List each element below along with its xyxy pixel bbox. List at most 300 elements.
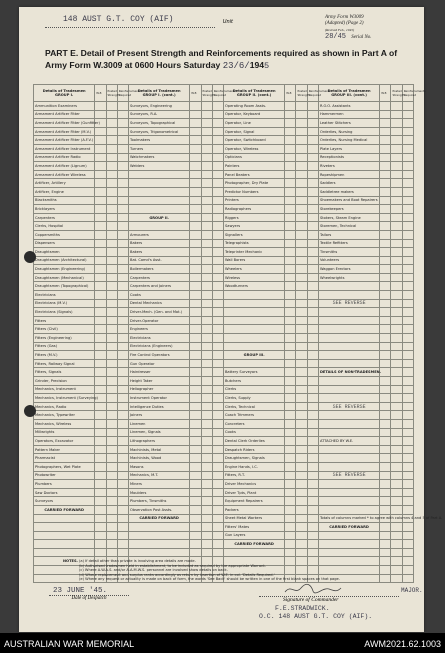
- count-cell: [117, 488, 128, 497]
- count-cell: [391, 144, 402, 153]
- trade-name-cell: Linemen, Signals: [128, 428, 189, 437]
- count-cell: [190, 127, 201, 136]
- count-cell: [285, 205, 296, 214]
- count-cell: [106, 505, 117, 514]
- count-cell: [212, 102, 223, 111]
- count-cell: [117, 144, 128, 153]
- count-cell: [391, 368, 402, 377]
- count-cell: [285, 196, 296, 205]
- trade-name-cell: Surveyors, Engineering: [128, 102, 189, 111]
- count-cell: [296, 222, 307, 231]
- count-cell: [380, 265, 391, 274]
- trade-name-cell: SEE REVERSE: [318, 299, 379, 308]
- trade-name-cell: [318, 291, 379, 300]
- signature-unit: O.C. 148 AUST G.T. COY (AIF).: [259, 613, 373, 620]
- count-cell: [296, 230, 307, 239]
- count-cell: [212, 419, 223, 428]
- count-cell: [106, 523, 117, 532]
- count-cell: [190, 187, 201, 196]
- count-cell: [201, 454, 212, 463]
- trade-name-cell: Wheelwrights: [318, 273, 379, 282]
- header-we: W.E.: [380, 85, 391, 102]
- trade-name-cell: Sawyers: [223, 222, 284, 231]
- count-cell: [307, 213, 318, 222]
- count-cell: [391, 213, 402, 222]
- trade-name-cell: Operator, Switchboard: [223, 136, 284, 145]
- count-cell: [380, 531, 391, 540]
- count-cell: [212, 454, 223, 463]
- form-sheet: [19, 7, 443, 632]
- trade-name-cell: Textile Refitters: [318, 239, 379, 248]
- count-cell: [296, 299, 307, 308]
- trade-name-cell: GROUP II.: [128, 213, 189, 222]
- count-cell: [391, 523, 402, 532]
- count-cell: [307, 488, 318, 497]
- count-cell: [117, 248, 128, 257]
- count-cell: [212, 462, 223, 471]
- count-cell: [106, 462, 117, 471]
- count-cell: [190, 230, 201, 239]
- count-cell: [190, 256, 201, 265]
- trade-name-cell: Saddletree makers: [318, 187, 379, 196]
- table-row: [34, 325, 414, 334]
- count-cell: [296, 411, 307, 420]
- count-cell: [285, 419, 296, 428]
- table-row: [34, 316, 414, 325]
- count-cell: [117, 187, 128, 196]
- count-cell: [391, 239, 402, 248]
- count-cell: [106, 265, 117, 274]
- trade-name-cell: [318, 505, 379, 514]
- count-cell: [296, 102, 307, 111]
- count-cell: [285, 162, 296, 171]
- count-cell: [95, 144, 106, 153]
- table-row: [34, 548, 414, 557]
- count-cell: [380, 162, 391, 171]
- count-cell: [307, 514, 318, 523]
- count-cell: [391, 419, 402, 428]
- table-row: [34, 222, 414, 231]
- count-cell: [212, 385, 223, 394]
- trade-name-cell: Observation Post Assts.: [128, 505, 189, 514]
- trade-name-cell: DETAILS OF NON-TRADESMEN.: [318, 368, 379, 377]
- count-cell: [307, 394, 318, 403]
- count-cell: [190, 299, 201, 308]
- trade-name-cell: Draughtsmen: [34, 248, 95, 257]
- header-reinf: Reinforcements Required: [212, 85, 223, 102]
- table-header-row: [34, 85, 414, 102]
- count-cell: [117, 273, 128, 282]
- count-cell: [307, 428, 318, 437]
- trade-name-cell: [318, 394, 379, 403]
- count-cell: [402, 419, 413, 428]
- trade-name-cell: Leather Stitchers: [318, 119, 379, 128]
- count-cell: [380, 411, 391, 420]
- count-cell: [380, 282, 391, 291]
- count-cell: [307, 359, 318, 368]
- trade-name-cell: Panel Beaters: [223, 170, 284, 179]
- count-cell: [296, 334, 307, 343]
- count-cell: [201, 213, 212, 222]
- header-group3: Details of Tradesmen GROUP II. (cont.): [223, 85, 284, 102]
- trade-name-cell: Driver Mechanics: [223, 480, 284, 489]
- count-cell: [190, 445, 201, 454]
- count-cell: [402, 454, 413, 463]
- count-cell: [201, 291, 212, 300]
- trade-name-cell: Cooks: [128, 291, 189, 300]
- trade-name-cell: [128, 531, 189, 540]
- count-cell: [106, 170, 117, 179]
- count-cell: [296, 205, 307, 214]
- count-cell: [402, 480, 413, 489]
- count-cell: [212, 265, 223, 274]
- trade-name-cell: Electricians: [128, 334, 189, 343]
- header-reinf: Reinforcements Required: [402, 85, 413, 102]
- count-cell: [201, 402, 212, 411]
- trade-name-cell: Butchers: [223, 377, 284, 386]
- count-cell: [307, 497, 318, 506]
- count-cell: [95, 179, 106, 188]
- count-cell: [380, 119, 391, 128]
- count-cell: [307, 299, 318, 308]
- count-cell: [106, 394, 117, 403]
- trade-name-cell: [128, 179, 189, 188]
- notes-title: NOTES.: [63, 559, 78, 563]
- count-cell: [296, 488, 307, 497]
- count-cell: [380, 385, 391, 394]
- count-cell: [106, 230, 117, 239]
- count-cell: [307, 342, 318, 351]
- count-cell: [380, 445, 391, 454]
- count-cell: [106, 282, 117, 291]
- count-cell: [95, 153, 106, 162]
- trade-name-cell: Equipment Repairers: [223, 497, 284, 506]
- count-cell: [212, 119, 223, 128]
- count-cell: [212, 205, 223, 214]
- trade-name-cell: Millwrights: [34, 428, 95, 437]
- count-cell: [95, 471, 106, 480]
- count-cell: [391, 359, 402, 368]
- count-cell: [106, 205, 117, 214]
- count-cell: [201, 119, 212, 128]
- count-cell: [402, 136, 413, 145]
- count-cell: [201, 308, 212, 317]
- trade-name-cell: Toolmakers: [128, 136, 189, 145]
- trade-name-cell: [318, 480, 379, 489]
- count-cell: [212, 222, 223, 231]
- count-cell: [380, 170, 391, 179]
- count-cell: [106, 377, 117, 386]
- trade-name-cell: Armament Artificer Instrument: [34, 144, 95, 153]
- count-cell: [95, 377, 106, 386]
- count-cell: [190, 514, 201, 523]
- count-cell: [201, 144, 212, 153]
- trade-name-cell: Electricians (M.V.): [34, 299, 95, 308]
- count-cell: [380, 505, 391, 514]
- count-cell: [106, 162, 117, 171]
- count-cell: [106, 222, 117, 231]
- trade-name-cell: Mechanics, Instrument: [34, 385, 95, 394]
- count-cell: [391, 265, 402, 274]
- count-cell: [190, 471, 201, 480]
- count-cell: [380, 273, 391, 282]
- table-row: [34, 377, 414, 386]
- table-row: [34, 394, 414, 403]
- count-cell: [380, 377, 391, 386]
- count-cell: [391, 222, 402, 231]
- count-cell: [285, 187, 296, 196]
- trade-name-cell: Woodturners: [223, 282, 284, 291]
- count-cell: [307, 385, 318, 394]
- count-cell: [95, 308, 106, 317]
- trade-name-cell: Operating Room Assts.: [223, 102, 284, 111]
- count-cell: [380, 179, 391, 188]
- signature-name: F.E.STRADWICK.: [275, 605, 330, 612]
- table-row: [34, 445, 414, 454]
- count-cell: [307, 136, 318, 145]
- table-row: [34, 497, 414, 506]
- count-cell: [201, 394, 212, 403]
- trade-name-cell: [223, 548, 284, 557]
- title-text: Detail of Present Strength and Reinforcements required as shown in Part A of Army Form W.3009 at 0600 Hours Saturday: [45, 48, 398, 70]
- count-cell: [296, 445, 307, 454]
- count-cell: [117, 308, 128, 317]
- count-cell: [296, 325, 307, 334]
- count-cell: [402, 265, 413, 274]
- trade-name-cell: Carpenters: [128, 273, 189, 282]
- trade-name-cell: [128, 523, 189, 532]
- count-cell: [307, 256, 318, 265]
- trade-name-cell: Clerks, Supply: [223, 394, 284, 403]
- count-cell: [106, 119, 117, 128]
- trade-name-cell: Draughtsmen (Architectural): [34, 256, 95, 265]
- count-cell: [391, 282, 402, 291]
- count-cell: [190, 342, 201, 351]
- count-cell: [391, 488, 402, 497]
- trade-name-cell: Opticians: [223, 153, 284, 162]
- count-cell: [402, 153, 413, 162]
- count-cell: [296, 213, 307, 222]
- count-cell: [402, 540, 413, 549]
- count-cell: [307, 402, 318, 411]
- count-cell: [201, 136, 212, 145]
- table-row: [34, 256, 414, 265]
- trade-name-cell: Cooks: [223, 428, 284, 437]
- count-cell: [402, 334, 413, 343]
- count-cell: [307, 119, 318, 128]
- table-row: [34, 196, 414, 205]
- count-cell: [402, 291, 413, 300]
- trade-name-cell: Photographer, Dry Plate: [223, 179, 284, 188]
- count-cell: [117, 342, 128, 351]
- trade-name-cell: Armourers: [128, 230, 189, 239]
- table-row: [34, 282, 414, 291]
- count-cell: [117, 179, 128, 188]
- count-cell: [212, 342, 223, 351]
- table-row: [34, 144, 414, 153]
- count-cell: [95, 419, 106, 428]
- count-cell: [307, 230, 318, 239]
- trade-name-cell: Dental Clerk Orderlies: [223, 437, 284, 446]
- count-cell: [380, 316, 391, 325]
- count-cell: [106, 531, 117, 540]
- table-row: [34, 170, 414, 179]
- count-cell: [380, 394, 391, 403]
- count-cell: [402, 119, 413, 128]
- count-cell: [285, 110, 296, 119]
- table-row: [34, 462, 414, 471]
- table-row: [34, 419, 414, 428]
- count-cell: [402, 505, 413, 514]
- count-cell: [190, 239, 201, 248]
- count-cell: [106, 437, 117, 446]
- trade-name-cell: Armament Artificer Fitter (M.V.): [34, 127, 95, 136]
- count-cell: [201, 205, 212, 214]
- table-row: [34, 127, 414, 136]
- count-cell: [106, 540, 117, 549]
- count-cell: [391, 471, 402, 480]
- trade-name-cell: [223, 308, 284, 317]
- trade-name-cell: Engineers: [128, 325, 189, 334]
- trade-name-cell: [318, 462, 379, 471]
- trade-name-cell: Receptionists: [318, 153, 379, 162]
- trade-name-cell: Electricians: [34, 291, 95, 300]
- count-cell: [117, 299, 128, 308]
- count-cell: [212, 179, 223, 188]
- count-cell: [95, 445, 106, 454]
- count-cell: [117, 265, 128, 274]
- count-cell: [117, 411, 128, 420]
- count-cell: [391, 334, 402, 343]
- trade-name-cell: GROUP III.: [223, 351, 284, 360]
- count-cell: [391, 351, 402, 360]
- count-cell: [106, 196, 117, 205]
- count-cell: [201, 419, 212, 428]
- count-cell: [402, 256, 413, 265]
- count-cell: [380, 428, 391, 437]
- count-cell: [391, 110, 402, 119]
- trade-name-cell: Fitters, Railway Signal: [34, 359, 95, 368]
- count-cell: [201, 102, 212, 111]
- trade-name-cell: [318, 334, 379, 343]
- notes-block: [63, 559, 413, 582]
- trade-name-cell: Joiners: [128, 411, 189, 420]
- trade-name-cell: [318, 445, 379, 454]
- table-row: [34, 454, 414, 463]
- count-cell: [190, 162, 201, 171]
- count-cell: [391, 505, 402, 514]
- count-cell: [402, 110, 413, 119]
- trade-name-cell: Dispensers: [34, 239, 95, 248]
- trade-name-cell: [318, 359, 379, 368]
- count-cell: [402, 127, 413, 136]
- trade-name-cell: Packers: [223, 505, 284, 514]
- count-cell: [117, 471, 128, 480]
- trade-name-cell: Dental Mechanics: [128, 299, 189, 308]
- count-cell: [307, 222, 318, 231]
- count-cell: [380, 419, 391, 428]
- count-cell: [402, 299, 413, 308]
- count-cell: [212, 351, 223, 360]
- table-row: [34, 291, 414, 300]
- table-row: [34, 299, 414, 308]
- count-cell: [285, 411, 296, 420]
- count-cell: [106, 153, 117, 162]
- count-cell: [285, 291, 296, 300]
- count-cell: [296, 136, 307, 145]
- trade-name-cell: Predictor Numbers: [223, 187, 284, 196]
- count-cell: [391, 299, 402, 308]
- count-cell: [190, 454, 201, 463]
- count-cell: [307, 523, 318, 532]
- count-cell: [212, 394, 223, 403]
- trade-name-cell: [318, 377, 379, 386]
- trade-name-cell: [128, 222, 189, 231]
- count-cell: [95, 248, 106, 257]
- count-cell: [285, 359, 296, 368]
- count-cell: [201, 153, 212, 162]
- count-cell: [391, 428, 402, 437]
- count-cell: [212, 505, 223, 514]
- count-cell: [402, 488, 413, 497]
- count-cell: [307, 179, 318, 188]
- trade-name-cell: [318, 548, 379, 557]
- count-cell: [117, 282, 128, 291]
- count-cell: [201, 299, 212, 308]
- trade-name-cell: [318, 419, 379, 428]
- count-cell: [380, 308, 391, 317]
- trade-name-cell: CARRIED FORWARD: [34, 505, 95, 514]
- trade-name-cell: Storemen, Technical: [318, 222, 379, 231]
- trade-name-cell: Mechanics, Wireless: [34, 419, 95, 428]
- count-cell: [201, 480, 212, 489]
- trade-name-cell: Armament Artificer Fitter (A.F.V.): [34, 136, 95, 145]
- count-cell: [212, 377, 223, 386]
- count-cell: [95, 325, 106, 334]
- count-cell: [106, 488, 117, 497]
- table-row: [34, 488, 414, 497]
- count-cell: [190, 548, 201, 557]
- count-cell: [391, 273, 402, 282]
- count-cell: [190, 351, 201, 360]
- count-cell: [117, 454, 128, 463]
- count-cell: [95, 437, 106, 446]
- header-posted: Posted Strength: [106, 85, 117, 102]
- count-cell: [190, 222, 201, 231]
- count-cell: [296, 119, 307, 128]
- trade-name-cell: [223, 291, 284, 300]
- count-cell: [285, 437, 296, 446]
- count-cell: [380, 230, 391, 239]
- table-row: [34, 205, 414, 214]
- trade-name-cell: [318, 488, 379, 497]
- count-cell: [212, 256, 223, 265]
- count-cell: [201, 351, 212, 360]
- header-we: W.E.: [95, 85, 106, 102]
- count-cell: [402, 359, 413, 368]
- count-cell: [391, 531, 402, 540]
- count-cell: [190, 497, 201, 506]
- count-cell: [106, 385, 117, 394]
- count-cell: [212, 548, 223, 557]
- count-cell: [391, 462, 402, 471]
- count-cell: [212, 471, 223, 480]
- count-cell: [117, 523, 128, 532]
- count-cell: [190, 170, 201, 179]
- count-cell: [285, 505, 296, 514]
- count-cell: [95, 385, 106, 394]
- note-line: (b) Authorised tradesmen held in establishment, to be included as required by the appropriate Warrant.: [79, 563, 266, 568]
